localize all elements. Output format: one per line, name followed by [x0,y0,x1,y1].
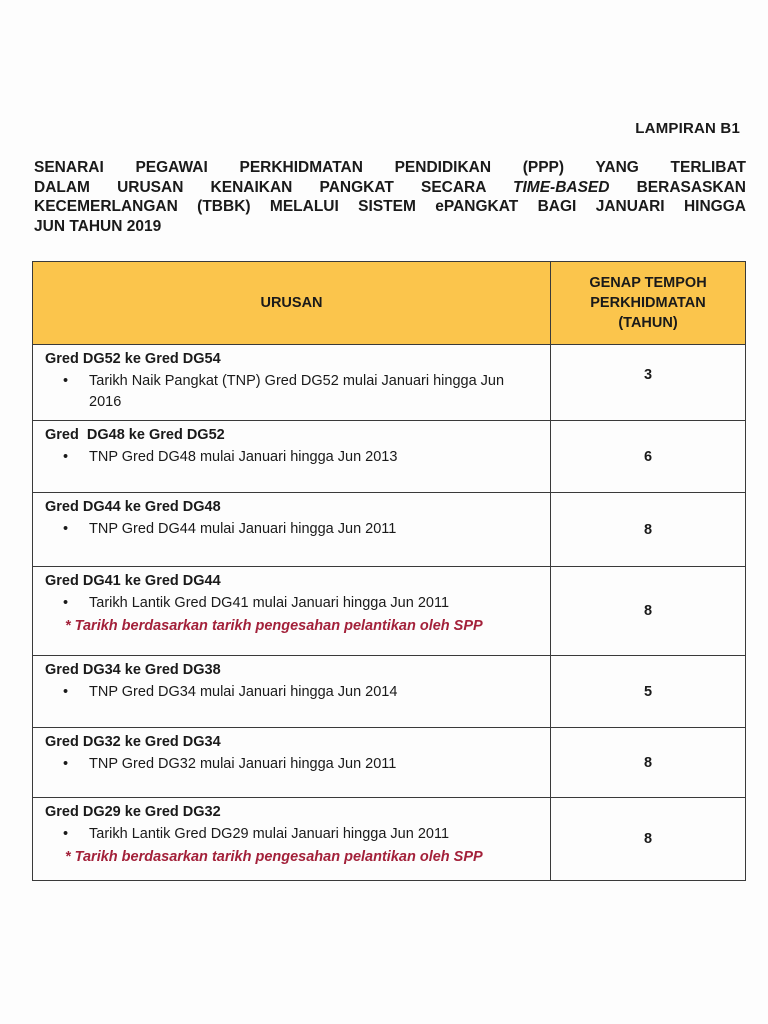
grade-label: Gred DG32 ke Gred DG34 [45,734,221,750]
title-line-3: KECEMERLANGAN (TBBK) MELALUI SISTEM ePANGKAT BAGI JANUARI HINGGA [34,198,746,215]
column-header-tempoh-line-3: (TAHUN) [618,315,678,331]
column-header-tempoh [551,262,746,345]
years-value: 8 [643,754,653,771]
bullet-icon: • [63,449,69,465]
title-line-4: JUN TAHUN 2019 [34,217,162,235]
grade-label: Gred DG29 ke Gred DG32 [45,804,221,820]
bullet-item [45,593,540,614]
years-value: 3 [643,367,653,383]
urusan-cell [33,656,551,728]
grade-label: Gred DG44 ke Gred DG48 [45,499,221,515]
bullet-text: Tarikh Lantik Gred DG41 mulai Januari hingga Jun 2011 [89,595,450,611]
bullet-icon: • [63,684,69,700]
column-header-tempoh-line-2: PERKHIDMATAN [590,295,706,311]
years-cell [551,567,746,656]
years-cell [551,493,746,567]
bullet-item [45,682,540,703]
column-header-tempoh-line-1: GENAP TEMPOH [589,275,707,291]
bullet-icon: • [63,595,69,611]
bullet-text: TNP Gred DG44 mulai Januari hingga Jun 2011 [89,521,397,537]
title-line-2-italic: TIME-BASED [513,178,610,196]
bullet-text: Tarikh Lantik Gred DG29 mulai Januari hingga Jun 2011 [89,826,450,842]
years-value: 8 [643,521,653,538]
title-line-2-start: DALAM URUSAN KENAIKAN PANGKAT SECARA [34,178,514,196]
years-value: 8 [643,603,653,619]
grade-label: Gred DG52 ke Gred DG54 [45,351,221,367]
grade-label: Gred DG41 ke Gred DG44 [45,573,221,589]
grade-label: Gred DG34 ke Gred DG38 [45,662,221,678]
table-row [33,798,746,881]
urusan-cell [33,421,551,493]
years-value: 5 [643,683,653,700]
bullet-item [45,519,540,540]
table-row [33,728,746,798]
years-cell [551,421,746,493]
table-row [33,567,746,656]
urusan-cell [33,798,551,881]
footnote-text: * Tarikh berdasarkan tarikh pengesahan pelantikan oleh SPP [65,849,483,865]
years-cell [551,345,746,421]
bullet-text: TNP Gred DG32 mulai Januari hingga Jun 2011 [89,756,397,772]
bullet-item [45,754,540,775]
years-value: 8 [643,831,653,847]
bullet-item [45,447,540,468]
bullet-item [45,824,540,845]
years-cell [551,656,746,728]
document-title [34,158,746,236]
years-value: 6 [643,448,653,465]
bullet-text: TNP Gred DG34 mulai Januari hingga Jun 2014 [89,684,398,700]
bullet-text: Tarikh Naik Pangkat (TNP) Gred DG52 mulai Januari hingga Jun 2016 [89,373,505,410]
title-line-1: SENARAI PEGAWAI PERKHIDMATAN PENDIDIKAN (PPP) YANG TERLIBAT [34,159,746,176]
title-line-2-end: BERASASKAN [609,178,746,196]
table-row [33,656,746,728]
table-header-row [33,262,746,345]
appendix-label: LAMPIRAN B1 [635,120,740,137]
table-row [33,421,746,493]
urusan-cell [33,728,551,798]
urusan-cell [33,567,551,656]
bullet-icon: • [63,521,69,537]
years-cell [551,728,746,798]
bullet-icon: • [63,756,69,772]
footnote-text: * Tarikh berdasarkan tarikh pengesahan pelantikan oleh SPP [65,618,483,634]
bullet-icon: • [63,826,69,842]
years-cell [551,798,746,881]
urusan-cell [33,493,551,567]
promotion-table [32,261,746,881]
column-header-urusan: URUSAN [33,262,551,345]
title-line-2 [34,178,746,198]
urusan-cell [33,345,551,421]
table-row [33,493,746,567]
bullet-text: TNP Gred DG48 mulai Januari hingga Jun 2013 [89,449,398,465]
grade-label: Gred DG48 ke Gred DG52 [45,427,225,443]
table-row [33,345,746,421]
bullet-item [45,371,540,413]
bullet-icon: • [63,373,69,389]
